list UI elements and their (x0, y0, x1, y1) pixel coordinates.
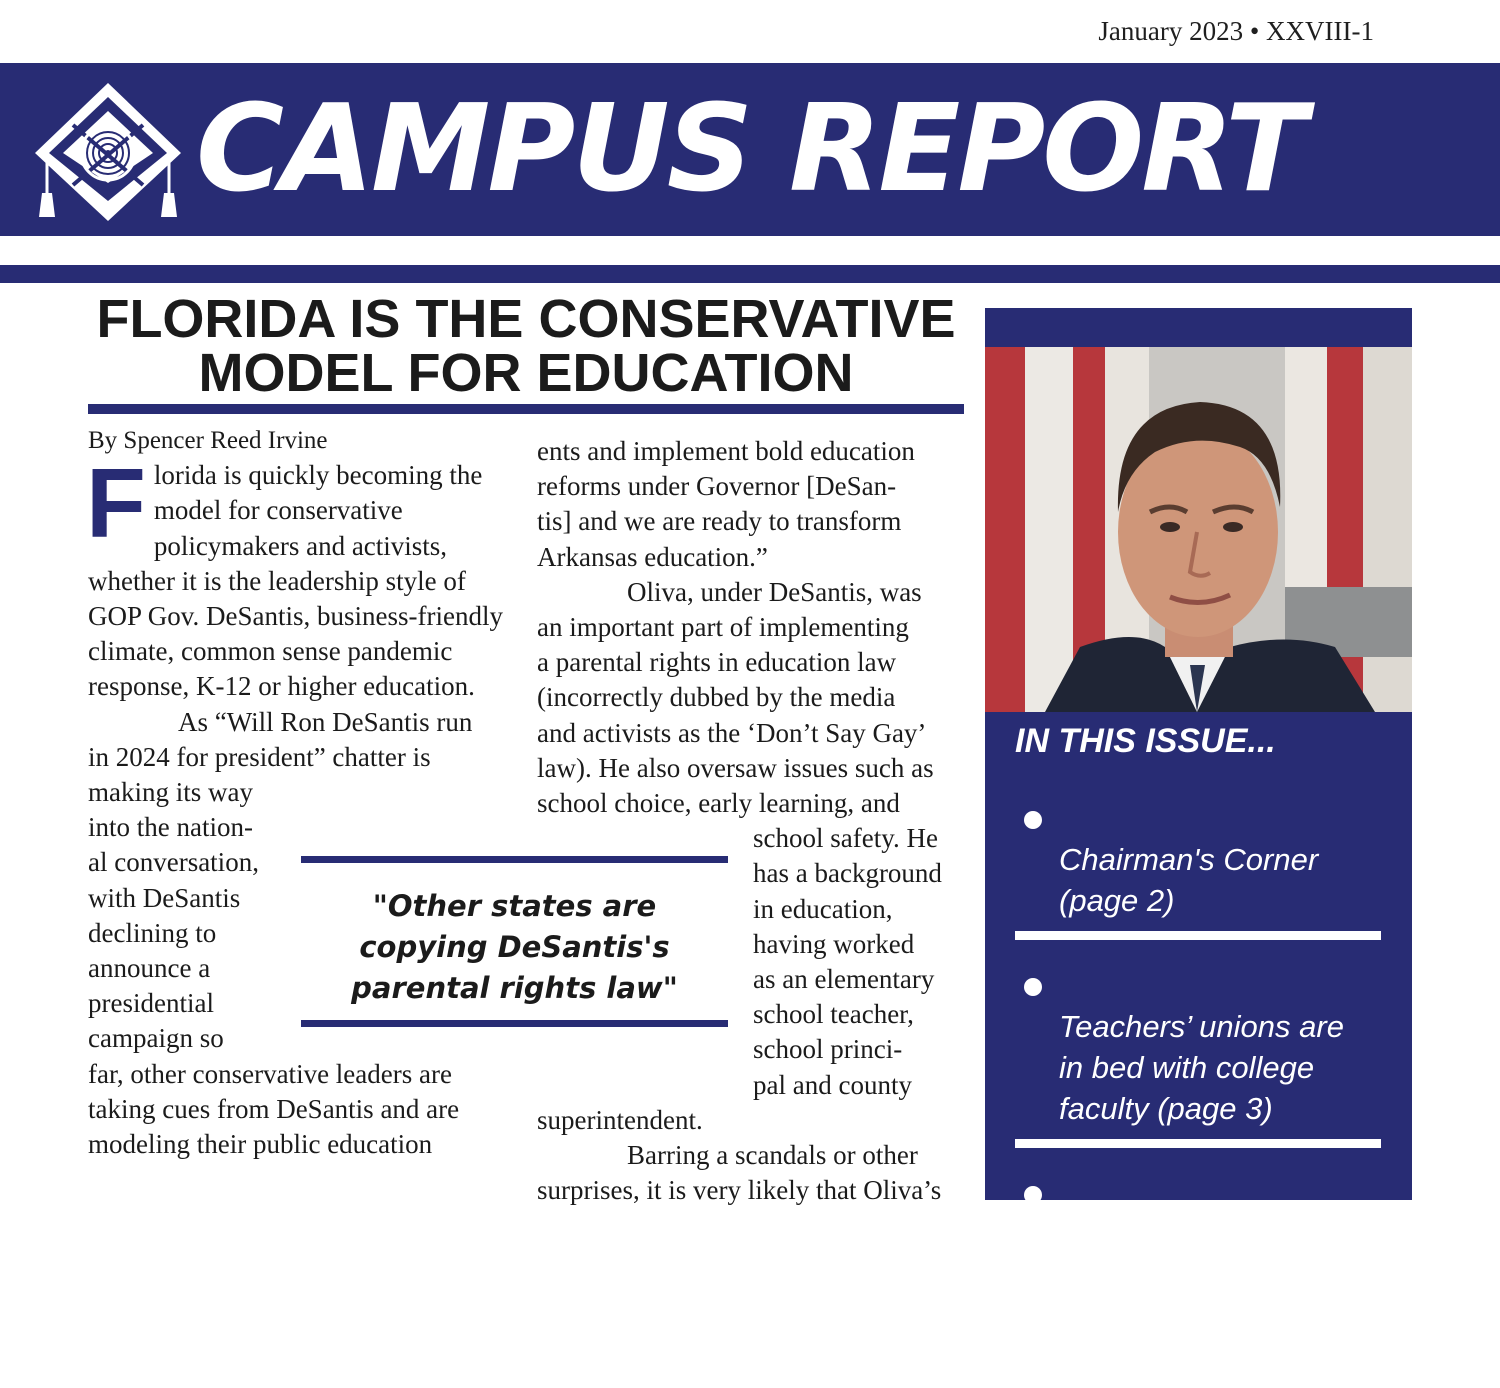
issue-date-line: January 2023 • XXVIII-1 (1098, 16, 1374, 46)
text-line: making its way (88, 777, 253, 808)
text-line: in education, (753, 893, 893, 924)
pull-quote (301, 856, 728, 1027)
sidebar-heading: IN THIS ISSUE... (1015, 722, 1276, 760)
newspaper-title: CAMPUS REPORT (196, 80, 1305, 219)
lead-paragraph (86, 448, 518, 704)
text-line: and activists as the ‘Don’t Say Gay’ (537, 717, 927, 748)
list-item-text: Democrats boosted by teachers’ unions in 2022 midterms (page 4) (1059, 1217, 1358, 1375)
text-line: superintendent. (537, 1104, 703, 1135)
text-line: Arkansas education.” (537, 541, 768, 572)
text-line: declining to (88, 917, 217, 948)
list-item (1015, 965, 1381, 1139)
text-line: modeling their public education (88, 1129, 433, 1160)
text-line: has a background (753, 858, 942, 889)
text-line: school teacher, (753, 999, 914, 1030)
text-line: into the nation- (88, 812, 253, 843)
text-line: with DeSantis (88, 882, 241, 913)
text-line: As “Will Ron DeSantis run (178, 706, 473, 737)
byline: By Spencer Reed Irvine (88, 427, 328, 454)
bullet-icon (1024, 811, 1042, 829)
list-item-text: Teachers’ unions are in bed with college faculty (page 3) (1059, 1009, 1344, 1126)
mortarboard-logo-icon (33, 81, 183, 221)
in-this-issue-sidebar (985, 308, 1412, 1375)
text-line: in 2024 for president” chatter is (88, 741, 431, 772)
issue-contents-list (1015, 798, 1381, 1388)
masthead-rule (0, 265, 1500, 283)
text-line: far, other conservative leaders are (88, 1058, 452, 1089)
text-line: school choice, early learning, and (537, 788, 900, 819)
text-line: ents and implement bold education (537, 436, 915, 466)
text-line: school safety. He (753, 823, 938, 854)
text-line: announce a (88, 953, 211, 984)
text-line: surprises, it is very likely that Oliva’s (537, 1175, 942, 1206)
text-line: reforms under Governor [DeSan- (537, 471, 897, 502)
text-line: a parental rights in education law (537, 647, 897, 678)
text-line: Barring a scandals or other (627, 1140, 918, 1171)
text-line: as an elementary (753, 964, 935, 995)
article-headline: FLORIDA IS THE CONSERVATIVE MODEL FOR EDUCATION (96, 289, 956, 403)
article-left-column (88, 423, 518, 1162)
text-line: having worked (753, 928, 915, 959)
list-divider (1015, 1139, 1381, 1148)
list-item-text: Chairman's Corner (page 2) (1059, 842, 1319, 918)
lead-text: lorida is quickly becoming the model for conservative policymakers and activists, whether it is the leadership style of GOP Gov. DeSantis, business-friendly climate, common sense pandemic response, K-12 or higher education. (88, 460, 503, 702)
text-line: presidential (88, 988, 214, 1019)
text-line: tis] and we are ready to transform (537, 506, 902, 537)
text-line: taking cues from DeSantis and are (88, 1093, 460, 1124)
text-line: al conversation, (88, 847, 259, 878)
article-middle-column (537, 434, 957, 1208)
text-line: school princi- (753, 1034, 903, 1065)
text-line: campaign so (88, 1023, 224, 1054)
governor-portrait-photo (985, 347, 1412, 712)
text-line: pal and county (753, 1069, 912, 1100)
headline-rule (88, 404, 964, 414)
bullet-icon (1024, 1186, 1042, 1204)
pull-quote-bottom-rule (301, 1020, 728, 1027)
list-item (1015, 798, 1381, 931)
text-line: an important part of implementing (537, 612, 909, 643)
pull-quote-text: "Other states are copying DeSantis's parental rights law" (351, 889, 678, 1005)
text-line: law). He also oversaw issues such as (537, 752, 934, 783)
pull-quote-top-rule (301, 856, 728, 863)
bullet-icon (1024, 978, 1042, 996)
drop-cap: F (86, 448, 146, 559)
list-divider (1015, 931, 1381, 940)
list-item (1015, 1173, 1381, 1388)
text-line: Oliva, under DeSantis, was (627, 576, 922, 607)
masthead (0, 63, 1500, 236)
text-line: (incorrectly dubbed by the media (537, 682, 896, 713)
